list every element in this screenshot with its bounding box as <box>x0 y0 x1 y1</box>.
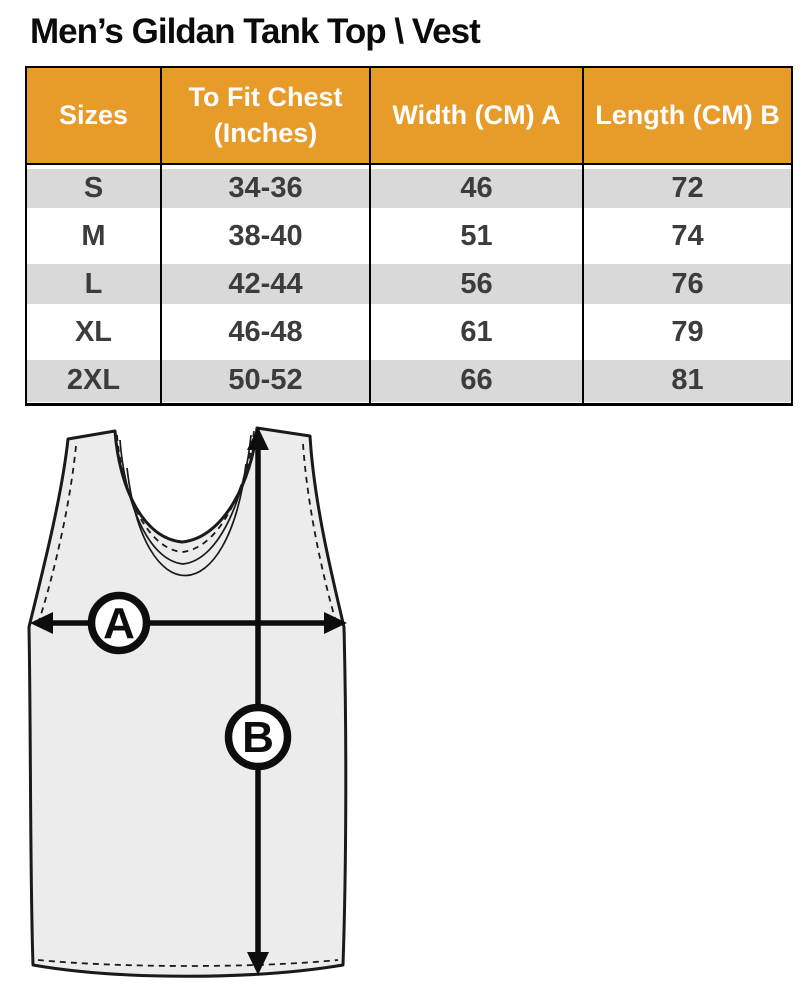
length-label: B <box>242 713 274 762</box>
width-cell: 46 <box>370 164 583 212</box>
page-title: Men’s Gildan Tank Top \ Vest <box>30 12 480 51</box>
header-row <box>26 67 792 164</box>
chest-cell: 38-40 <box>161 212 370 260</box>
length-cell: 81 <box>583 356 792 404</box>
length-cell: 79 <box>583 308 792 356</box>
size-cell: M <box>26 212 161 260</box>
table-row-2xl <box>26 356 792 404</box>
tank-top-diagram <box>22 418 378 998</box>
tank-top-outline <box>29 428 346 976</box>
length-cell: 76 <box>583 260 792 308</box>
width-cell: 66 <box>370 356 583 404</box>
chest-cell: 34-36 <box>161 164 370 212</box>
table-row-s <box>26 164 792 212</box>
width-cell: 51 <box>370 212 583 260</box>
size-cell: 2XL <box>26 356 161 404</box>
table-row-l <box>26 260 792 308</box>
chest-cell: 42-44 <box>161 260 370 308</box>
width-cell: 61 <box>370 308 583 356</box>
length-cell: 72 <box>583 164 792 212</box>
length-cell: 74 <box>583 212 792 260</box>
column-header-chest: To Fit Chest (Inches) <box>161 67 370 164</box>
table-row-m <box>26 212 792 260</box>
width-cell: 56 <box>370 260 583 308</box>
chest-cell: 50-52 <box>161 356 370 404</box>
size-cell: XL <box>26 308 161 356</box>
chest-cell: 46-48 <box>161 308 370 356</box>
size-cell: L <box>26 260 161 308</box>
size-cell: S <box>26 164 161 212</box>
column-header-length: Length (CM) B <box>583 67 792 164</box>
width-label: A <box>103 599 135 648</box>
table-row-xl <box>26 308 792 356</box>
column-header-sizes: Sizes <box>26 67 161 164</box>
size-chart-table <box>25 66 793 406</box>
column-header-width: Width (CM) A <box>370 67 583 164</box>
